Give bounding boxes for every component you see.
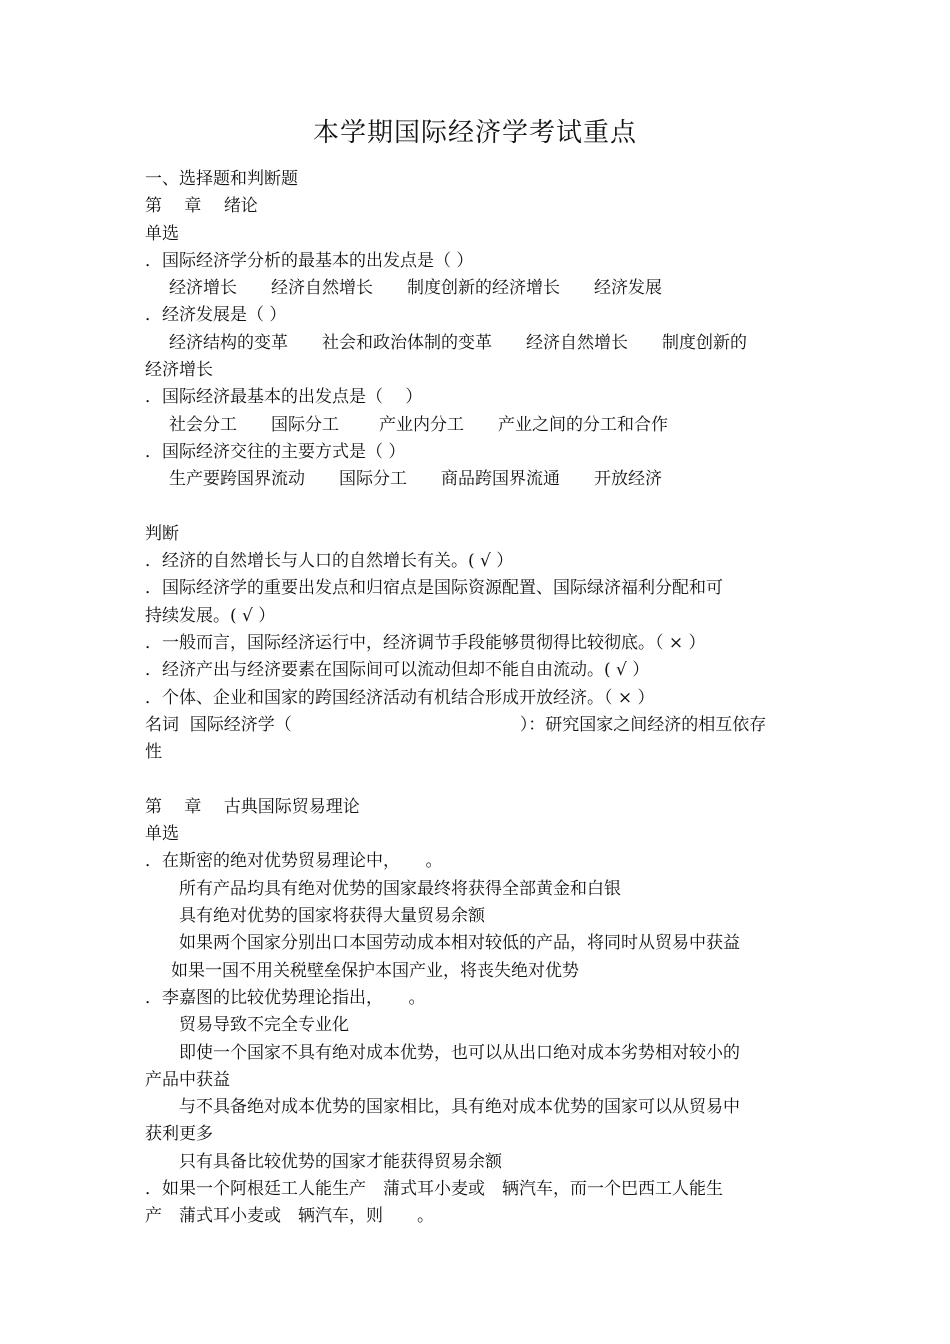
answer-option: 所有产品均具有绝对优势的国家最终将获得全部黄金和白银 [179,878,621,899]
answer-option: 只有具备比较优势的国家才能获得贸易余额 [179,1151,502,1172]
document-body [145,166,813,1231]
judgement-line: ．个体、企业和国家的跨国经济活动有机结合形成开放经济。（ × ） [145,687,655,708]
judgement-line: ．一般而言，国际经济运行中，经济调节手段能够贯彻得比较彻底。（ × ） [145,633,706,654]
wrapped-line: 经济增长 [145,360,213,381]
chapter-heading: 第 章 绪论 [145,196,258,217]
subsection-label: 判断 [145,523,179,544]
answer-options: 经济结构的变革 社会和政治体制的变革 经济自然增长 制度创新的 [169,332,747,353]
question-line: ．国际经济最基本的出发点是（ ） [145,387,423,408]
answer-option: 即使一个国家不具有绝对成本优势，也可以从出口绝对成本劣势相对较小的 [179,1042,740,1063]
subsection-label: 单选 [145,223,179,244]
answer-option: 具有绝对优势的国家将获得大量贸易余额 [179,906,485,927]
chapter-heading: 第 章 古典国际贸易理论 [145,796,360,817]
term-definition: 名词 国际经济学（ ）：研究国家之间经济的相互依存 [145,714,767,735]
judgement-line: ．国际经济学的重要出发点和归宿点是国际资源配置、国际绿济福利分配和可 [145,578,723,599]
question-line: ．如果一个阿根廷工人能生产 蒲式耳小麦或 辆汽车，而一个巴西工人能生 [145,1178,723,1199]
question-line: ．经济发展是（ ） [145,305,287,326]
answer-options: 生产要跨国界流动 国际分工 商品跨国界流通 开放经济 [169,469,662,490]
wrapped-line: 产品中获益 [145,1069,230,1090]
question-line: ．国际经济学分析的最基本的出发点是（ ） [145,250,474,271]
judgement-line: ．经济产出与经济要素在国际间可以流动但却不能自由流动。( √ ） [145,660,650,681]
wrapped-line: 获利更多 [145,1124,213,1145]
subsection-label: 单选 [145,824,179,845]
wrapped-line: 产 蒲式耳小麦或 辆汽车，则 。 [145,1206,434,1227]
answer-option: 与不具备绝对成本优势的国家相比，具有绝对成本优势的国家可以从贸易中 [179,1097,740,1118]
question-line: ．在斯密的绝对优势贸易理论中， 。 [145,851,443,872]
judgement-line: ．经济的自然增长与人口的自然增长有关。( √ ） [145,551,514,572]
wrapped-line: 性 [145,742,162,763]
section-heading: 一、选择题和判断题 [145,169,298,189]
question-line: ．李嘉图的比较优势理论指出， 。 [145,987,426,1008]
answer-option: 贸易导致不完全专业化 [179,1015,349,1036]
answer-options: 社会分工 国际分工 产业内分工 产业之间的分工和合作 [169,414,668,435]
answer-option: 如果两个国家分别出口本国劳动成本相对较低的产品，将同时从贸易中获益 [179,933,740,954]
wrapped-line: 持续发展。( √ ） [145,605,276,626]
answer-option: 如果一国不用关税壁垒保护本国产业，将丧失绝对优势 [171,960,579,981]
question-line: ．国际经济交往的主要方式是（ ） [145,441,406,462]
document-title: 本学期国际经济学考试重点 [312,118,637,148]
answer-options: 经济增长 经济自然增长 制度创新的经济增长 经济发展 [169,278,662,299]
